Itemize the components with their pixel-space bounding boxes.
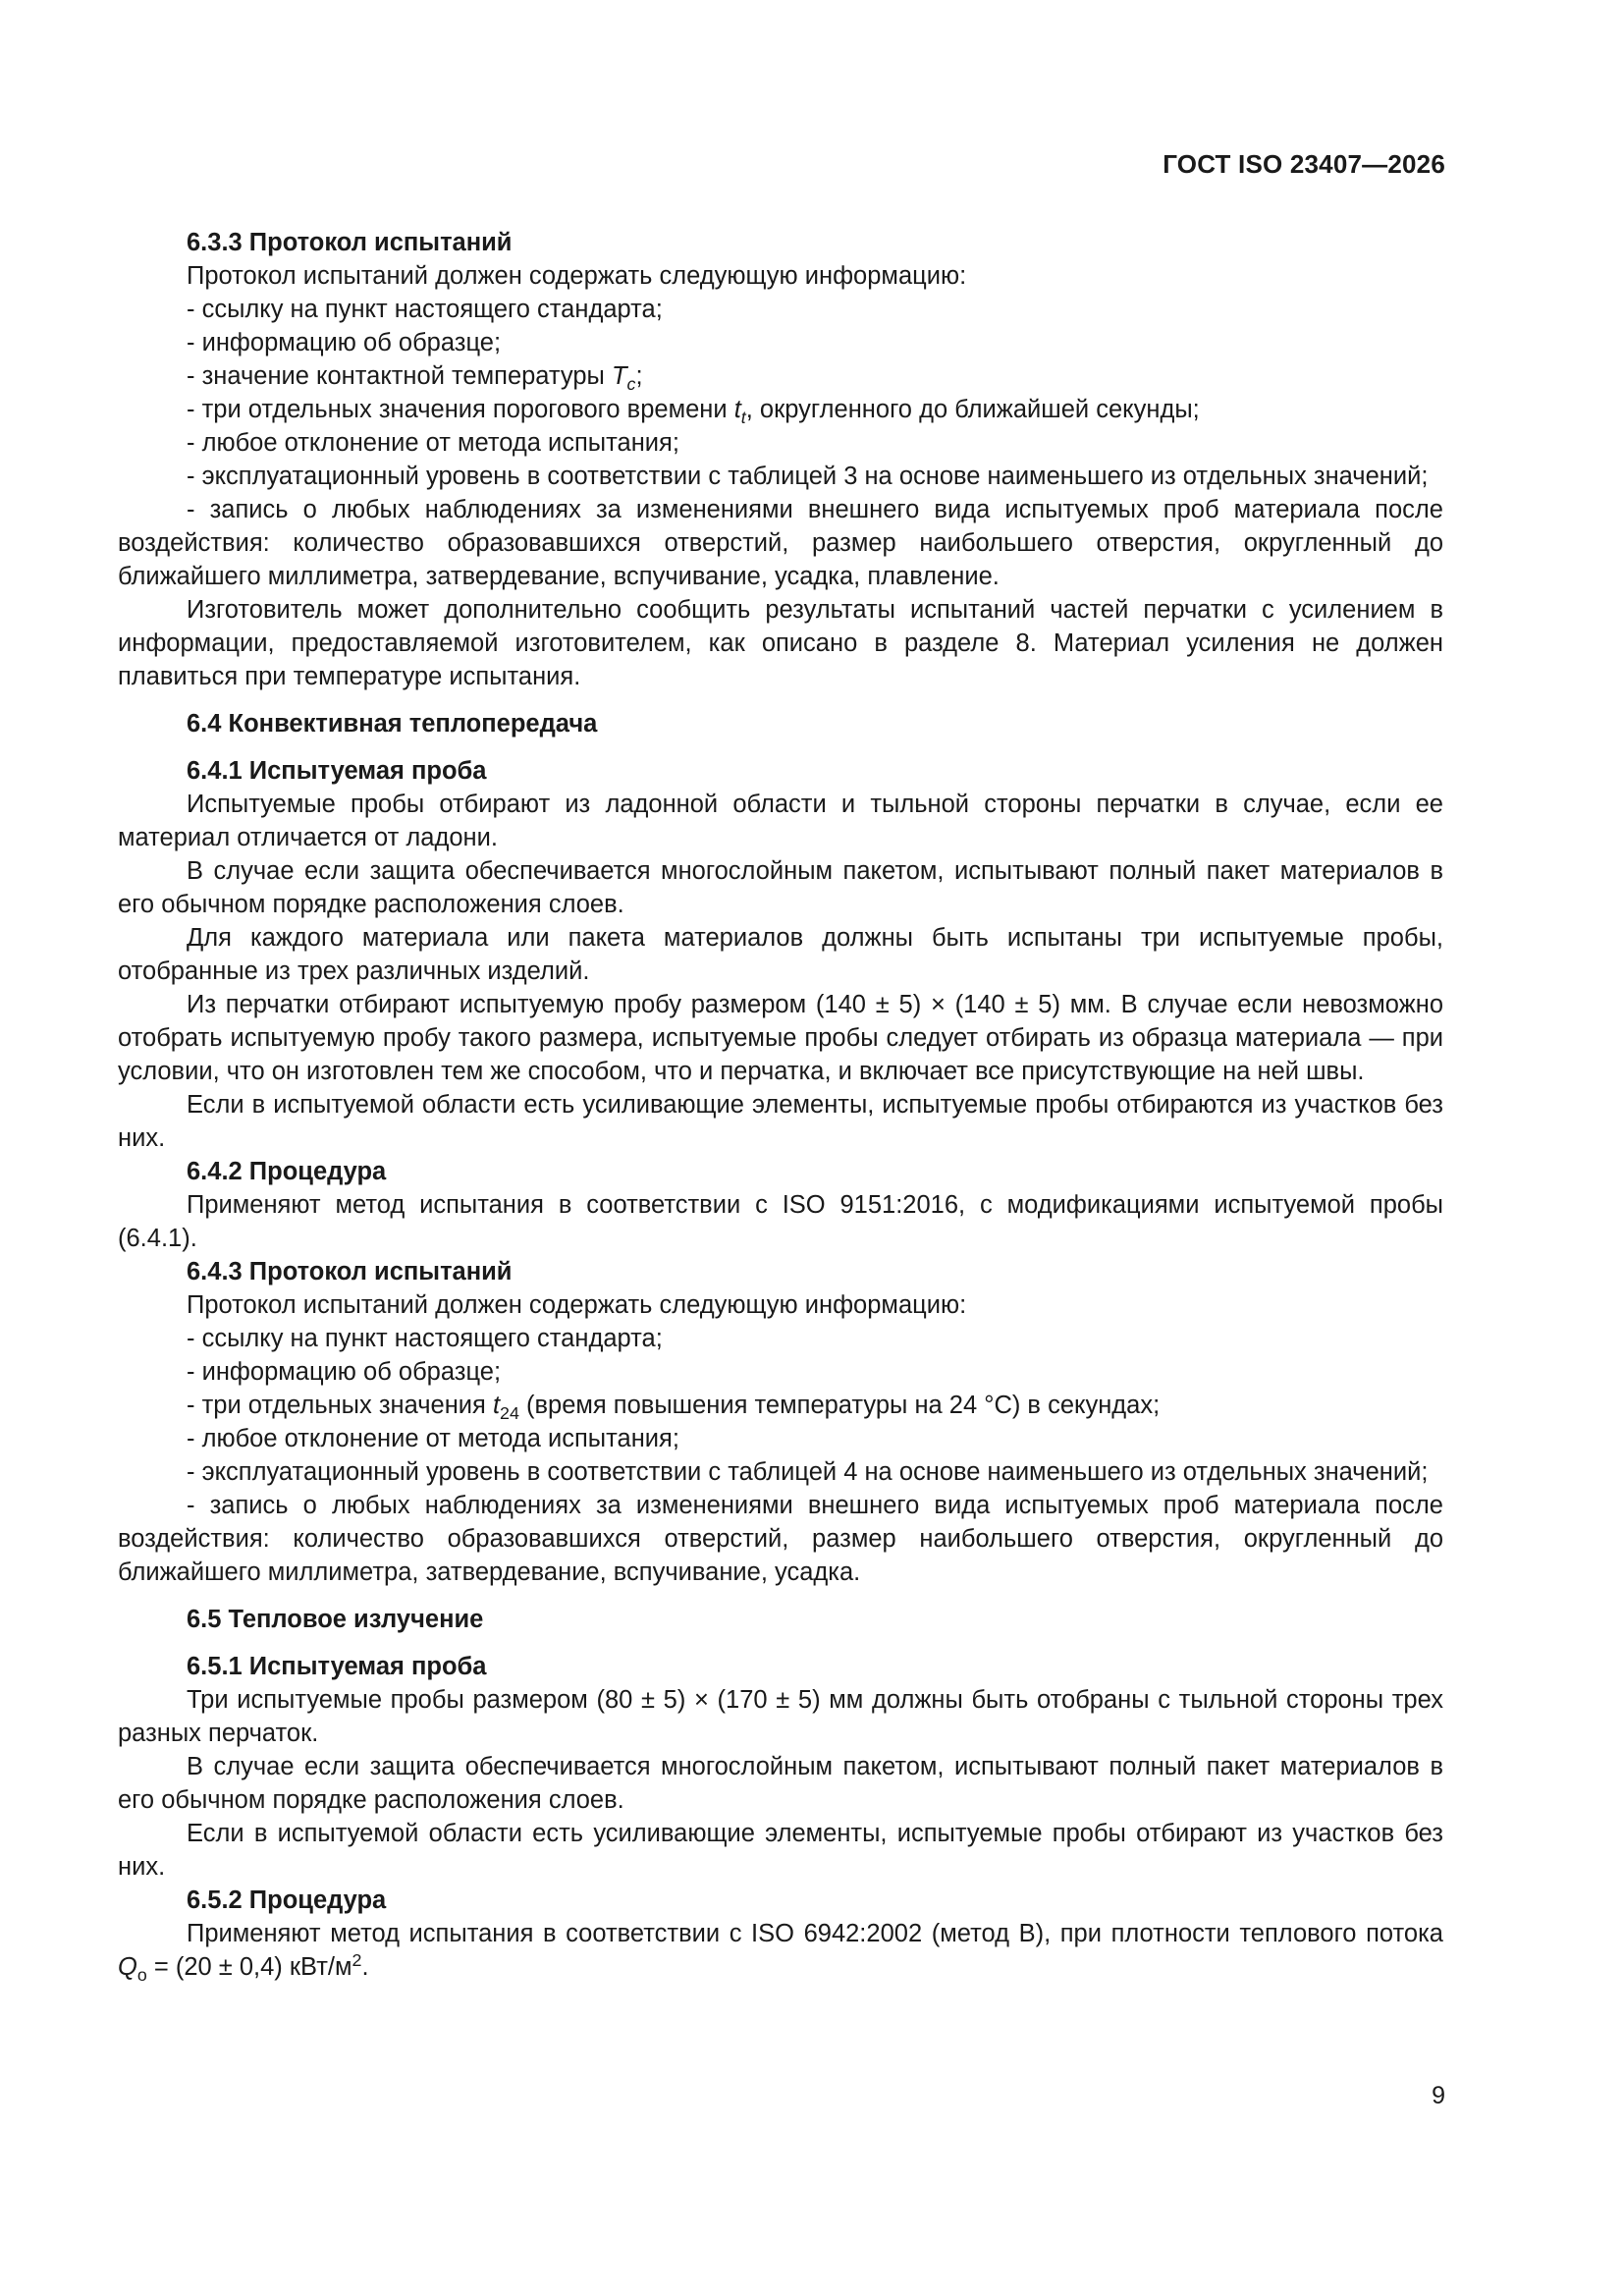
heading-6-5-2: 6.5.2 Процедура (187, 1886, 387, 1914)
list-item: - эксплуатационный уровень в соответствии с таблицей 4 на основе наименьшего из отдельных значений; (187, 1458, 1429, 1486)
paragraph: Если в испытуемой области есть усиливающие элементы, испытуемые пробы отбирают из участков без них. (118, 1820, 1443, 1881)
list-item: - ссылку на пункт настоящего стандарта; (187, 1325, 663, 1352)
math-variable: T (611, 362, 627, 390)
paragraph: Для каждого материала или пакета материалов должны быть испытаны три испытуемые пробы, отобранные из трех различных изделий. (118, 924, 1443, 985)
text-run: ; (635, 362, 643, 390)
list-item: - любое отклонение от метода испытания; (187, 1425, 679, 1452)
text-run: - три отдельных значения (187, 1392, 493, 1419)
paragraph: Испытуемые пробы отбирают из ладонной области и тыльной стороны перчатки в случае, если ее материал отличается от ладони. (118, 791, 1443, 851)
list-item: - эксплуатационный уровень в соответствии с таблицей 3 на основе наименьшего из отдельных значений; (187, 463, 1429, 490)
list-item: - запись о любых наблюдениях за изменениями внешнего вида испытуемых проб материала после воздействия: количество образовавшихся отверстий, размер наибольшего отверстия, округленный до ближайшего миллиметра, затвердевание, вспучивание, усадка. (118, 1492, 1443, 1586)
math-subscript: 24 (500, 1403, 519, 1423)
text-run: (время повышения температуры на 24 °С) в секундах; (518, 1392, 1161, 1419)
heading-6-5: 6.5 Тепловое излучение (187, 1606, 484, 1633)
list-item (118, 1389, 1443, 1422)
list-item: - ссылку на пункт настоящего стандарта; (187, 296, 663, 323)
paragraph: Протокол испытаний должен содержать следующую информацию: (187, 262, 967, 290)
paragraph: Если в испытуемой области есть усиливающие элементы, испытуемые пробы отбираются из участков без них. (118, 1091, 1443, 1152)
document-body (118, 226, 1443, 1984)
heading-6-4-1: 6.4.1 Испытуемая проба (187, 757, 487, 785)
list-item: - любое отклонение от метода испытания; (187, 429, 679, 457)
paragraph: Применяют метод испытания в соответствии с ISO 9151:2016, с модификациями испытуемой пробы (6.4.1). (118, 1191, 1443, 1252)
text-run: . (361, 1953, 369, 1981)
paragraph: Из перчатки отбирают испытуемую пробу размером (140 ± 5) × (140 ± 5) мм. В случае если невозможно отобрать испытуемую пробу такого размера, испытуемые пробы следует отбирать из образца материала — при условии, что он изготовлен тем же способом, что и перчатка, и включает все присутствующие на ней швы. (118, 991, 1443, 1085)
page-number: 9 (1432, 2082, 1445, 2109)
paragraph (118, 1917, 1443, 1984)
text-run: = (20 ± 0,4) кВт/м (146, 1953, 352, 1981)
math-variable: Q (118, 1953, 137, 1981)
math-variable: t (492, 1392, 501, 1419)
text-run: Применяют метод испытания в соответствии с ISO 6942:2002 (метод В), при плотности теплового потока (187, 1920, 1443, 1947)
math-subscript: t (740, 408, 746, 427)
paragraph: В случае если защита обеспечивается многослойным пакетом, испытывают полный пакет материалов в его обычном порядке расположения слоев. (118, 1753, 1443, 1814)
heading-6-4-2: 6.4.2 Процедура (187, 1158, 387, 1185)
heading-6-4: 6.4 Конвективная теплопередача (187, 710, 598, 738)
list-item: - информацию об образце; (187, 329, 502, 356)
heading-6-3-3: 6.3.3 Протокол испытаний (187, 229, 513, 256)
paragraph: Протокол испытаний должен содержать следующую информацию: (187, 1291, 967, 1319)
text-run: , округленного до ближайшей секунды; (745, 396, 1200, 423)
document-number: ГОСТ ISO 23407—2026 (1163, 149, 1445, 179)
math-variable: t (733, 396, 741, 423)
list-item: - информацию об образце; (187, 1358, 502, 1386)
math-subscript: о (136, 1965, 147, 1985)
heading-6-4-3: 6.4.3 Протокол испытаний (187, 1258, 513, 1285)
math-subscript: c (626, 374, 636, 394)
paragraph: В случае если защита обеспечивается многослойным пакетом, испытывают полный пакет материалов в его обычном порядке расположения слоев. (118, 857, 1443, 918)
heading-6-5-1: 6.5.1 Испытуемая проба (187, 1653, 487, 1680)
list-item (118, 393, 1443, 426)
math-superscript: 2 (352, 1950, 362, 1970)
text-run: - три отдельных значения порогового времени (187, 396, 734, 423)
list-item (118, 359, 1443, 393)
paragraph: Три испытуемые пробы размером (80 ± 5) × (170 ± 5) мм должны быть отобраны с тыльной стороны трех разных перчаток. (118, 1686, 1443, 1747)
paragraph: Изготовитель может дополнительно сообщить результаты испытаний частей перчатки с усилением в информации, предоставляемой изготовителем, как описано в разделе 8. Материал усиления не должен плавиться при температуре испытания. (118, 596, 1443, 690)
list-item: - запись о любых наблюдениях за изменениями внешнего вида испытуемых проб материала после воздействия: количество образовавшихся отверстий, размер наибольшего отверстия, округленный до ближайшего миллиметра, затвердевание, вспучивание, усадка, плавление. (118, 496, 1443, 590)
text-run: - значение контактной температуры (187, 362, 612, 390)
